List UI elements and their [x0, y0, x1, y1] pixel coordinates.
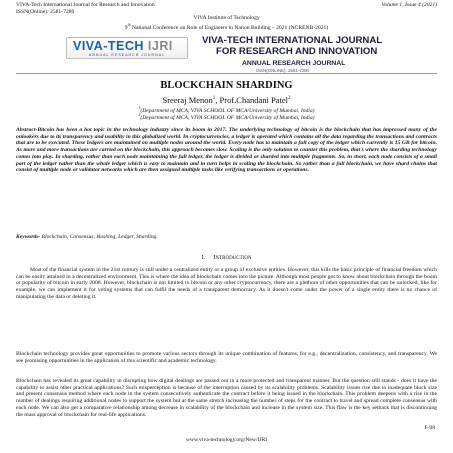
body-paragraph-3: Blockchain has revealed its great capability in disrupting how digital dealings are passed out in a more protected and transparent manner. But the question still stands - does it have the capability to assist other practical applications? Such misperception is because of the interruption caused by its scalability problems. Scalability issues rise due to inadequate block size and present consensus method where each node in the system consecutively authenticate the contract before it being issued in the blockchain. This problem deepens with a rise in the number of dealings requiring additional nodes to support the system but at the same stretch increasing the number of steps for the contract to travel and spread complete consensus with each node. We can also get a comparative relationship among decrease in scalability of the blockchain and increase in the system size. This flaw is the key setback that is discontinuing the mass approval of blockchain for real-life applications.: [16, 378, 437, 418]
body-paragraph-2: Blockchain technology provides great opportunities to promote various sectors through its unique combination of features, for e.g., decentralization, consistency, and transparency. We see promising opportunities in the application of this scientific and academic technology.: [16, 351, 437, 364]
author-line: Sreeraj Menon$^1$, Prof.Chandani Patel$^2$: [162, 95, 291, 105]
journal-name-line: VIVA-Tech International Journal for Research and Innovation: [16, 2, 155, 8]
header-divider: [16, 73, 437, 74]
logo-subtitle: ANNUAL RESEARCH JOURNAL: [88, 53, 166, 57]
running-header: [16, 2, 437, 15]
affiliation-2: $^2$(Department of MCA, VIVA SCHOOL OF MCA/University of Mumbai, India): [138, 113, 315, 121]
journal-banner: [16, 35, 437, 73]
section-heading: I. INTRODUCTION: [201, 254, 252, 261]
affiliation-1: $^1$(Department of MCA, VIVA SCHOOL OF MCA/University of Mumbai, India): [138, 106, 315, 114]
body-paragraph-1: Most of the financial system in the 21st century is still under a centralized entity or a group of exclusive entities. However, this kills the basic principle of financial freedom which can be easily attained in a decentralized environment. This is where the idea of blockchain comes into the picture. Although most people got to know about blockchain through the boom or popularity of bitcoin in early 2008. However, blockchain is not limited to bitcoin or any other cryptocurrency, there are a plethora of other opportunities that can be unlocked, like for example, we can implement it for voting systems that can fulfil the needs of a transparent democracy. As it doesn't come under the power of a single entity there is no chance of manipulating the data or deleting it.: [16, 267, 437, 300]
institute-name: VIVA Institute of Technology: [193, 15, 260, 21]
abstract-text: Bitcoin has been a hot topic in the technology industry since its boom in 2017. The underlying technology of bitcoin is the blockchain that has impressed many of the onlookers due to its transparency and usability in this globalized world. In cryptocurrencies, a ledger is operated which contains all the data regarding the transactions and contracts that are to be executed. These ledgers are maintained on multiple nodes around the world. Every node has to maintain a full copy of the ledger which currently is 15 GB for bitcoin. As more and more transactions are carried on the blockchain, this approach becomes slow. Scaling is the only solution to counter this problem, that's where the sharding technology comes into play. In sharding, rather than each node maintaining the full ledger, the ledger is divided or sharded into multiple fragments. So, in short, each node consists of a small part of the ledger rather than the whole ledger which is easy to maintain and in turn helps in scaling the blockchain. So rather than a full blockchain, we have shard chains that consist of multiple node or validator networks which are then assigned multiple tasks like verifying transactions or operations.: [16, 127, 437, 174]
keywords-label: Keywords-: [16, 234, 41, 240]
abstract: [16, 127, 437, 174]
journal-logo: [66, 37, 188, 59]
journal-title: VIVA-TECH INTERNATIONAL JOURNAL FOR RESEARCH AND INNOVATION: [202, 35, 383, 57]
journal-issn: ISSN(ONLINE): 2581-7280: [256, 68, 309, 73]
paper-title: BLOCKCHAIN SHARDING: [160, 80, 293, 91]
journal-subtitle: ANNUAL RESEARCH JOURNAL: [242, 60, 346, 67]
section-number: I.: [201, 254, 206, 261]
keywords: [16, 234, 437, 240]
abstract-label: Abstract-: [16, 127, 38, 133]
volume-issue: Volume 1, Issue 4 (2021): [381, 2, 437, 8]
conference-name: 9th National Conference on Role of Engineers in Nation Building – 2021 (NCRENB-2021): [124, 23, 329, 31]
issn-line: ISSN(Online): 2581-7280: [16, 8, 75, 15]
footer-url: www.viva-technology.org/New/IJRI: [185, 437, 268, 443]
keywords-text: Blockchain, Consensus, Hashing, Ledger, Sharding.: [40, 234, 158, 240]
page-number: F-98: [424, 425, 435, 431]
conference-header: [16, 15, 437, 32]
logo-ijri: IJRI: [147, 39, 173, 53]
logo-text: VIVA-TECH: [73, 39, 144, 53]
